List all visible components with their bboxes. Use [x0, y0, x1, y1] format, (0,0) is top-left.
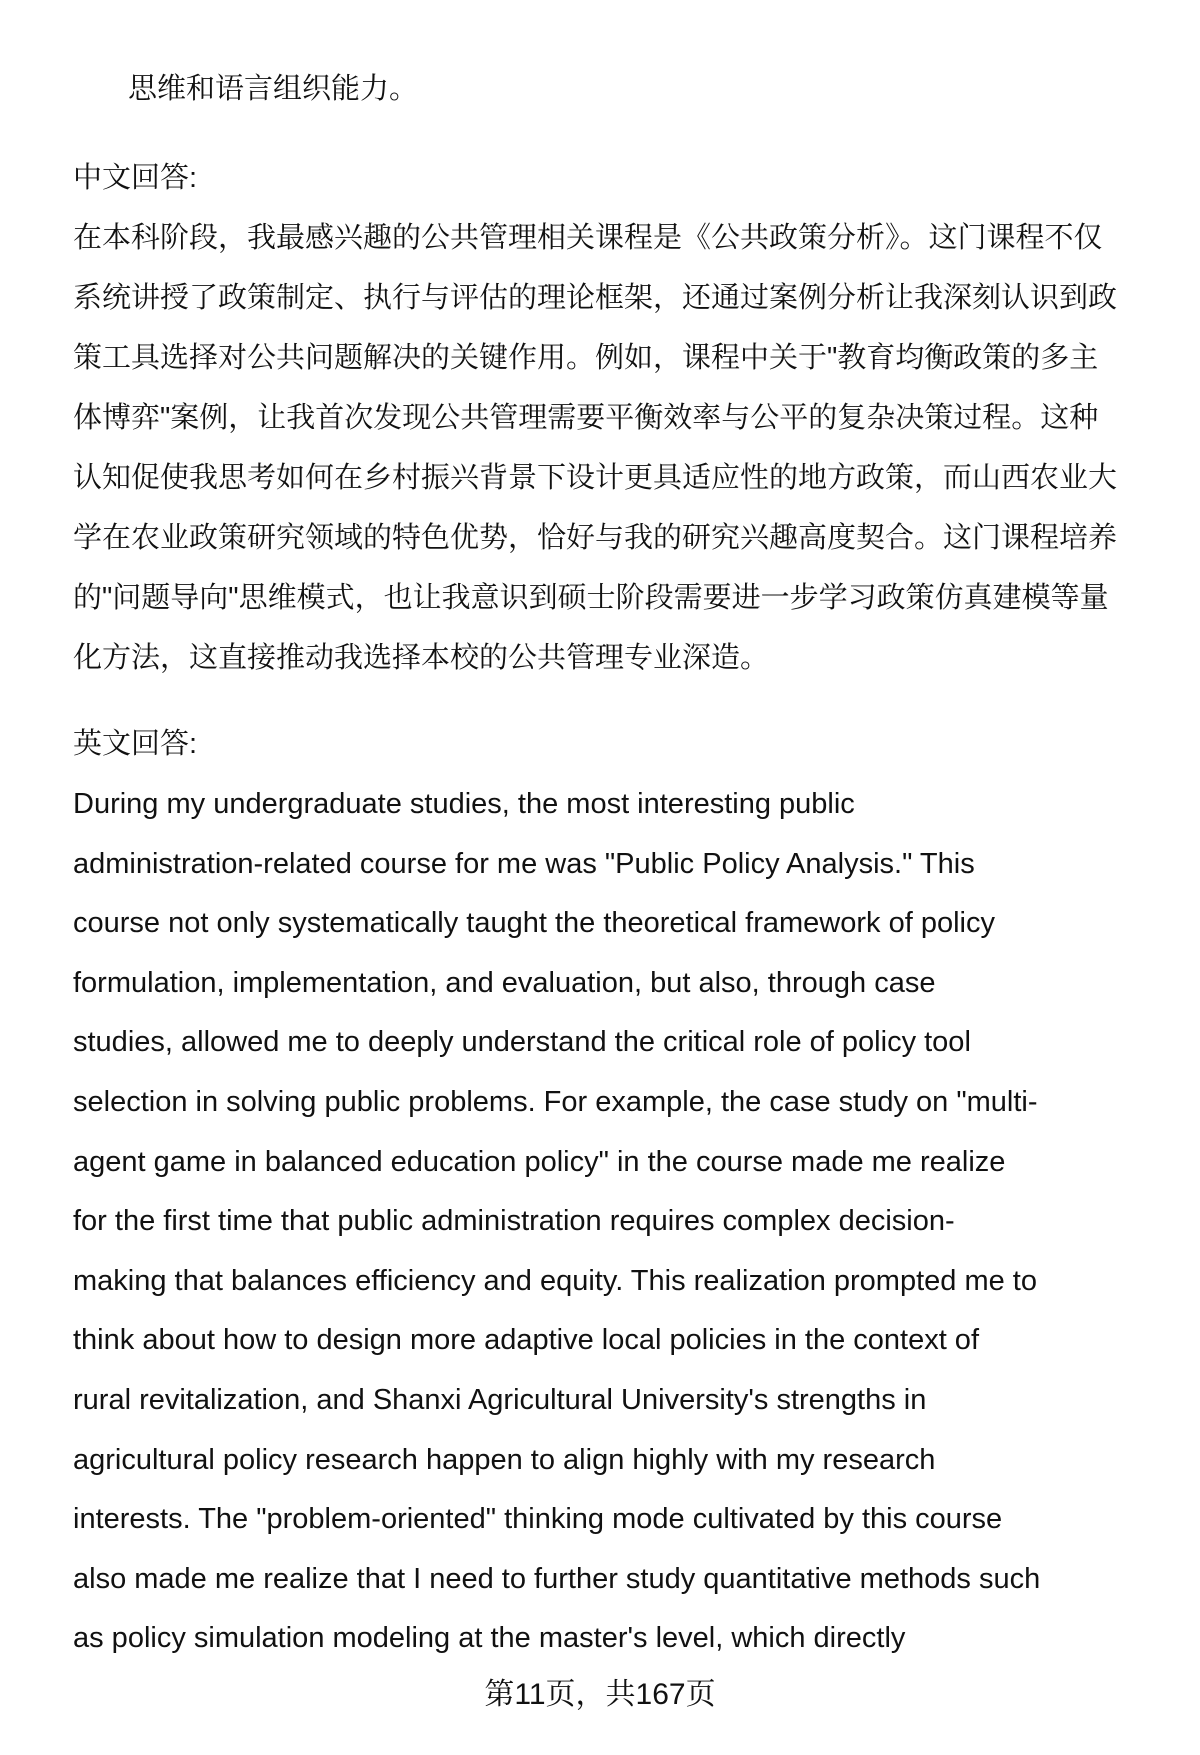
text-line: think about how to design more adaptive local policies in the context of [73, 1324, 979, 1357]
text-line: making that balances efficiency and equity. This realization prompted me to [73, 1264, 1037, 1297]
page-number: 第11页，共167页 [484, 1678, 716, 1711]
text-line: also made me realize that I need to further study quantitative methods such [73, 1562, 1041, 1595]
text-line: agent game in balanced education policy" in the course made me realize [73, 1145, 1006, 1178]
text-line: agricultural policy research happen to align highly with my research [73, 1443, 936, 1476]
text-line: rural revitalization, and Shanxi Agricultural University's strengths in [73, 1384, 927, 1416]
text-line: 化方法，这直接推动我选择本校的公共管理专业深造。 [73, 642, 770, 674]
english-answer-heading: 英文回答: [73, 728, 198, 760]
text-line: 在本科阶段，我最感兴趣的公共管理相关课程是《公共政策分析》。这门课程不仅 [73, 222, 1103, 254]
text-line: formulation, implementation, and evaluation, but also, through case [73, 966, 936, 999]
text-line: selection in solving public problems. For example, the case study on "multi- [73, 1086, 1038, 1118]
text-line: 策工具选择对公共问题解决的关键作用。例如，课程中关于"教育均衡政策的多主 [73, 342, 1099, 374]
text-line: 系统讲授了政策制定、执行与评估的理论框架，还通过案例分析让我深刻认识到政 [73, 282, 1118, 314]
text-line: course not only systematically taught the theoretical framework of policy [73, 907, 995, 940]
text-line: administration-related course for me was "Public Policy Analysis." This [73, 847, 975, 880]
intro-tail-text: 思维和语言组织能力。 [128, 73, 419, 105]
text-line: During my undergraduate studies, the most interesting public [73, 788, 855, 820]
text-line: interests. The "problem-oriented" thinking mode cultivated by this course [73, 1503, 1003, 1536]
text-line: 体博弈"案例，让我首次发现公共管理需要平衡效率与公平的复杂决策过程。这种 [73, 402, 1099, 434]
text-line: 学在农业政策研究领域的特色优势，恰好与我的研究兴趣高度契合。这门课程培养 [73, 522, 1118, 554]
text-line: studies, allowed me to deeply understand the critical role of policy tool [73, 1026, 971, 1059]
text-line: for the first time that public administration requires complex decision- [73, 1205, 955, 1238]
chinese-answer-heading: 中文回答: [73, 162, 198, 194]
text-line: 认知促使我思考如何在乡村振兴背景下设计更具适应性的地方政策，而山西农业大 [73, 462, 1118, 494]
text-line: 的"问题导向"思维模式，也让我意识到硕士阶段需要进一步学习政策仿真建模等量 [73, 582, 1109, 614]
text-line: as policy simulation modeling at the master's level, which directly [73, 1622, 906, 1655]
